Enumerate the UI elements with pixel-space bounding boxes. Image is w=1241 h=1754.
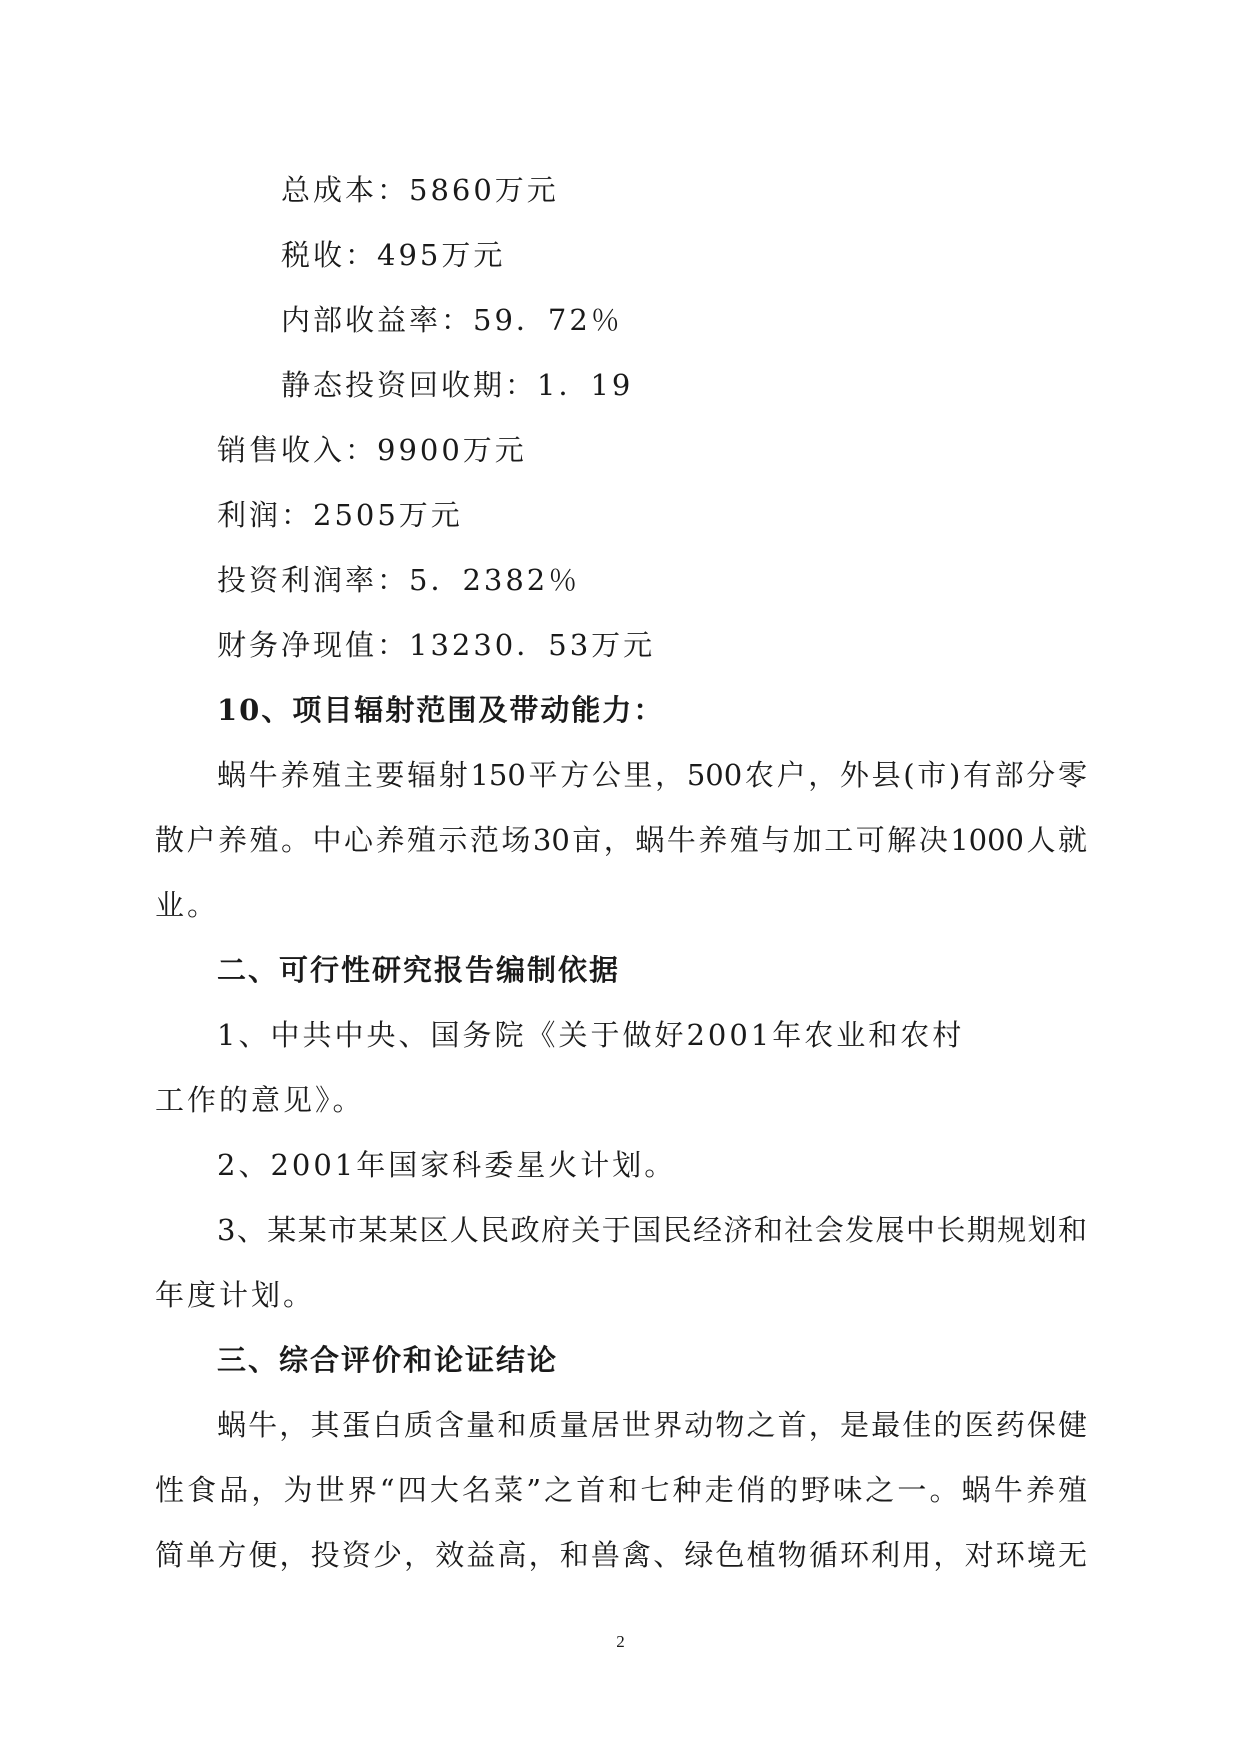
basis-item-3-line-2: 年度计划。 — [155, 1278, 316, 1312]
section-3-heading: 三、综合评价和论证结论 — [217, 1343, 559, 1377]
section-10-para-line-2: 散户养殖。中心养殖示范场30亩，蜗牛养殖与加工可解决1000人就 — [155, 823, 1087, 857]
section-10-para-line-1: 蜗牛养殖主要辐射150平方公里，500农户，外县(市)有部分零 — [217, 758, 1087, 792]
section-2-heading: 二、可行性研究报告编制依据 — [217, 953, 621, 987]
basis-item-1-line-2: 工作的意见》。 — [155, 1083, 365, 1117]
section-3-para-line-3: 简单方便，投资少，效益高，和兽禽、绿色植物循环利用，对环境无 — [155, 1538, 1087, 1572]
total-cost-line: 总成本：5860万元 — [281, 173, 559, 207]
roi-line: 投资利润率：5．2382％ — [217, 563, 581, 597]
section-10-heading: 10、项目辐射范围及带动能力： — [217, 693, 665, 727]
profit-line: 利润：2505万元 — [217, 498, 463, 532]
basis-item-1-line-1: 1、中共中央、国务院《关于做好2001年农业和农村 — [217, 1018, 965, 1052]
npv-line: 财务净现值：13230．53万元 — [217, 628, 656, 662]
payback-line: 静态投资回收期：1．19 — [281, 368, 634, 402]
page-number: 2 — [616, 1632, 625, 1651]
section-3-para-line-1: 蜗牛，其蛋白质含量和质量居世界动物之首，是最佳的医药保健 — [217, 1408, 1087, 1442]
tax-line: 税收：495万元 — [281, 238, 506, 272]
basis-item-3-line-1: 3、某某市某某区人民政府关于国民经济和社会发展中长期规划和 — [217, 1213, 1087, 1247]
basis-item-2: 2、2001年国家科委星火计划。 — [217, 1148, 677, 1182]
irr-line: 内部收益率：59．72％ — [281, 303, 623, 337]
sales-line: 销售收入：9900万元 — [217, 433, 527, 467]
section-10-para-line-3: 业。 — [155, 888, 220, 922]
section-3-para-line-2: 性食品，为世界“四大名菜”之首和七种走俏的野味之一。蜗牛养殖 — [155, 1473, 1087, 1507]
